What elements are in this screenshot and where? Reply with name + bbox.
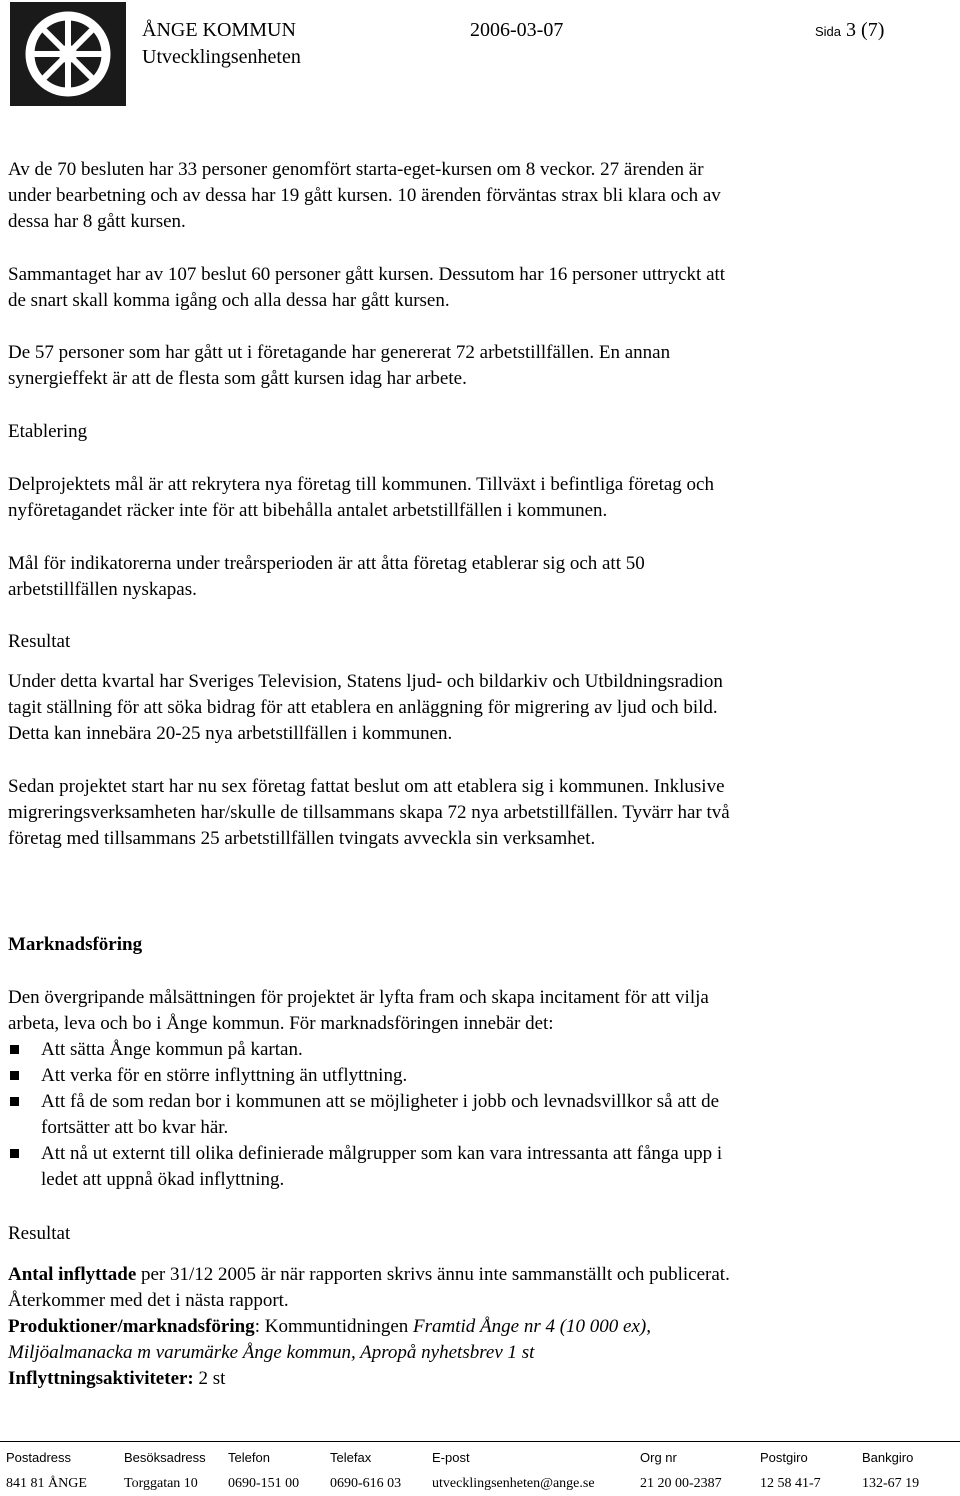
text-line — [8, 1314, 953, 1340]
footer-label-postgiro: Postgiro — [760, 1450, 808, 1465]
org-name: ÅNGE KOMMUN — [142, 19, 296, 41]
text-line: de snart skall komma igång och alla dessa har gått kursen. — [8, 290, 450, 311]
footer-value-telefon: 0690-151 00 — [228, 1476, 300, 1491]
footer-value-orgnr: 21 20 00-2387 — [640, 1476, 722, 1491]
list-item-text: Att sätta Ånge kommun på kartan. — [41, 1039, 303, 1060]
footer-label-telefax: Telefax — [330, 1450, 372, 1465]
footer-value-besoksadress: Torggatan 10 — [124, 1476, 198, 1491]
text-line: De 57 personer som har gått ut i företagande har genererat 72 arbetstillfällen. En annan — [8, 342, 671, 363]
footer-label-orgnr: Org nr — [640, 1450, 677, 1465]
footer-value-postadress: 841 81 ÅNGE — [6, 1476, 87, 1491]
square-bullet-icon — [10, 1149, 19, 1158]
list-item-text: fortsätter att bo kvar här. — [41, 1117, 229, 1138]
paragraph-delprojekt — [8, 472, 953, 524]
list-item-text: Att verka för en större inflyttning än utflyttning. — [41, 1065, 408, 1086]
text-line: Sedan projektet start har nu sex företag fattat beslut om att etablera sig i kommunen. Inklusive — [8, 776, 725, 797]
label-produktioner: Produktioner/marknadsföring — [8, 1316, 255, 1337]
label-inflyttningsaktiviteter: Inflyttningsaktiviteter: — [8, 1368, 194, 1389]
footer-label-besoksadress: Besöksadress — [124, 1450, 206, 1465]
municipality-logo — [10, 2, 126, 106]
footer-label-epost: E-post — [432, 1450, 470, 1465]
paragraph-resultat-marknad — [8, 1262, 953, 1392]
page-number: 3 (7) — [846, 19, 885, 41]
paragraph-indikatorer — [8, 551, 953, 603]
list-item — [0, 1063, 722, 1089]
text-fragment: : Kommuntidningen — [254, 1316, 414, 1337]
text-line: tagit ställning för att söka bidrag för att etablera en anläggning för migrering av ljud och bild. — [8, 697, 718, 718]
footer-value-postgiro: 12 58 41-7 — [760, 1476, 821, 1491]
label-antal-inflyttade: Antal inflyttade — [8, 1264, 137, 1285]
paragraph-foretagande — [8, 340, 953, 392]
text-line: arbeta, leva och bo i Ånge kommun. För marknadsföringen innebär det: — [8, 1013, 554, 1034]
footer-value-bankgiro: 132-67 19 — [862, 1476, 920, 1491]
list-item — [0, 1141, 722, 1193]
list-item-text: Att få de som redan bor i kommunen att se möjligheter i jobb och levnadsvillkor så att de — [41, 1091, 720, 1112]
paragraph-malsattning — [8, 985, 953, 1037]
text-line — [8, 1262, 953, 1288]
text-line: dessa har 8 gått kursen. — [8, 211, 186, 232]
page-indicator — [815, 18, 884, 44]
paragraph-kurs — [8, 157, 953, 235]
text-line: Miljöalmanacka m varumärke Ånge kommun, Apropå nyhetsbrev 1 st — [8, 1342, 535, 1363]
text-line: Sammantaget har av 107 beslut 60 personer gått kursen. Dessutom har 16 personer uttryckt att — [8, 264, 726, 285]
text-line: Delprojektets mål är att rekrytera nya företag till kommunen. Tillväxt i befintliga företag och — [8, 474, 714, 495]
paragraph-kvartal — [8, 669, 953, 747]
paragraph-projektstart — [8, 774, 953, 852]
text-line: Under detta kvartal har Sveriges Television, Statens ljud- och bildarkiv och Utbildningsradion — [8, 671, 723, 692]
page-label: Sida — [815, 24, 842, 39]
text-line: Detta kan innebära 20-25 nya arbetstillfällen i kommunen. — [8, 723, 453, 744]
text-line: arbetstillfällen nyskapas. — [8, 579, 197, 600]
square-bullet-icon — [10, 1097, 19, 1106]
text-line: företag med tillsammans 25 arbetstillfällen tvingats avveckla sin verksamhet. — [8, 828, 596, 849]
footer-label-bankgiro: Bankgiro — [862, 1450, 914, 1465]
list-item — [0, 1089, 722, 1141]
text-line: nyföretagandet räcker inte för att bibehålla antalet arbetstillfällen i kommunen. — [8, 500, 608, 521]
document-date: 2006-03-07 — [470, 19, 564, 41]
heading-etablering: Etablering — [8, 421, 88, 442]
list-item-text: Att nå ut externt till olika definierade målgrupper som kan vara intressanta att fånga upp i — [41, 1143, 723, 1164]
unit-name: Utvecklingsenheten — [142, 46, 301, 68]
text-fragment: 2 st — [193, 1368, 226, 1389]
footer-label-telefon: Telefon — [228, 1450, 270, 1465]
text-line: migreringsverksamheten har/skulle de tillsammans skapa 72 nya arbetstillfällen. Tyvärr har två — [8, 802, 730, 823]
square-bullet-icon — [10, 1071, 19, 1080]
footer-label-postadress: Postadress — [6, 1450, 72, 1465]
footer-value-telefax: 0690-616 03 — [330, 1476, 402, 1491]
heading-resultat-2: Resultat — [8, 1223, 71, 1244]
text-line: under bearbetning och av dessa har 19 gått kursen. 10 ärenden förväntas strax bli klara och av — [8, 185, 721, 206]
list-item-text: ledet att uppnå ökad inflyttning. — [41, 1169, 285, 1190]
square-bullet-icon — [10, 1045, 19, 1054]
list-item — [0, 1037, 722, 1063]
text-fragment-italic: Framtid Ånge nr 4 (10 000 ex), — [413, 1316, 651, 1337]
heading-resultat: Resultat — [8, 631, 71, 652]
text-line: Den övergripande målsättningen för projektet är lyfta fram och skapa incitament för att vilja — [8, 987, 709, 1008]
bullet-list — [0, 1037, 722, 1193]
heading-marknadsforing: Marknadsföring — [8, 934, 143, 955]
paragraph-sammantaget — [8, 262, 953, 314]
text-line: Återkommer med det i nästa rapport. — [8, 1290, 289, 1311]
text-fragment: per 31/12 2005 är när rapporten skrivs ännu inte sammanställt och publicerat. — [136, 1264, 730, 1285]
text-line: synergieffekt är att de flesta som gått kursen idag har arbete. — [8, 368, 467, 389]
footer-rule — [0, 1441, 960, 1442]
text-line: Mål för indikatorerna under treårsperioden är att åtta företag etablerar sig och att 50 — [8, 553, 645, 574]
text-line — [8, 1366, 953, 1392]
footer-value-epost[interactable]: utvecklingsenheten@ange.se — [432, 1476, 595, 1491]
text-line: Av de 70 besluten har 33 personer genomfört starta-eget-kursen om 8 veckor. 27 ärenden är — [8, 159, 704, 180]
